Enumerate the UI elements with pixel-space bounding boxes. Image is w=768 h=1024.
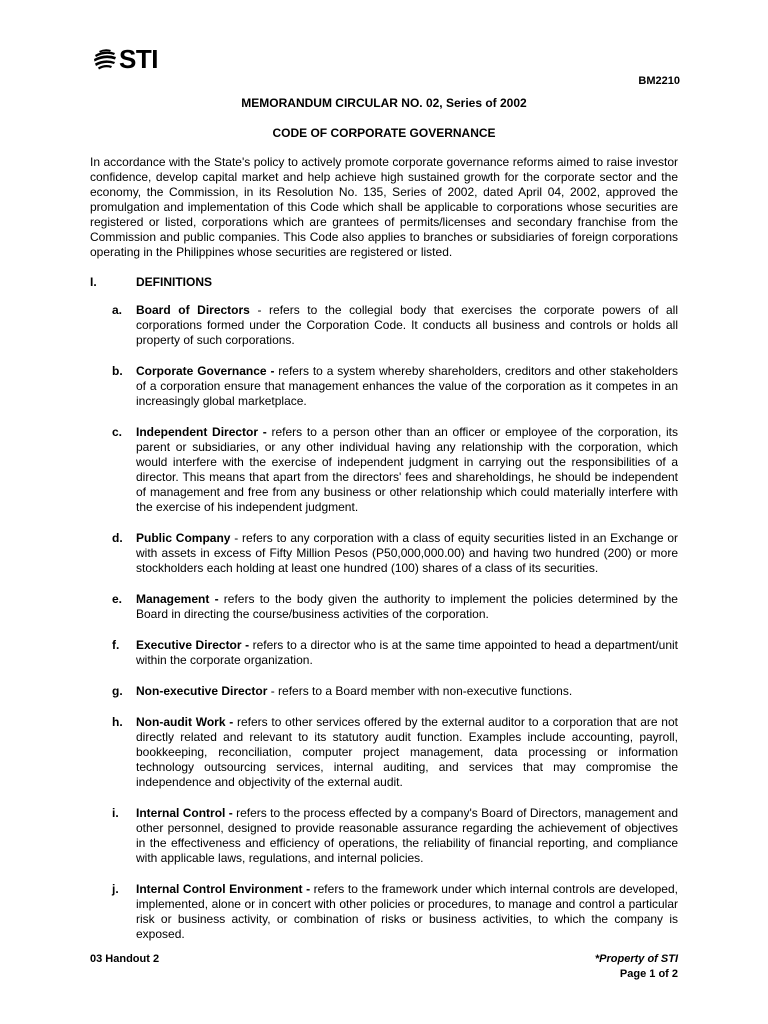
- definition-text: refers to the body given the authority to implement the policies determined by the Board in directing the course/business activities of the corporation.: [136, 592, 678, 621]
- definition-letter: i.: [112, 806, 119, 820]
- definition-item: [112, 531, 678, 576]
- section-title: DEFINITIONS: [136, 275, 213, 289]
- logo-text: STI: [119, 44, 158, 74]
- definition-term: Corporate Governance -: [136, 364, 275, 378]
- definition-item: [112, 638, 678, 668]
- intro-paragraph: In accordance with the State's policy to actively promote corporate governance reforms aimed to raise investor confidence, develop capital market and help achieve high sustained growth for the corporate sector and the economy, the Commission, in its Resolution No. 135, Series of 2002, dated April 04, 2002, approved the promulgation and implementation of this Code which shall be applicable to corporations whose securities are registered or listed, corporations which are grantees of permits/licenses and secondary franchise from the Commission and public companies. This Code also applies to branches or subsidiaries of foreign corporations operating in the Philippines whose securities are registered or listed.: [90, 155, 678, 259]
- definition-text: refers to a person other than an officer or employee of the corporation, its parent or subsidiaries, or any other individual having any relationship with the corporation, which would interfere with the exercise of independent judgment in carrying out the responsibilities of a director. This means that apart from the directors' fees and shareholdings, he should be independent of management and free from any business or other relationship which could materially interfere with the exercise of his independent judgment.: [136, 425, 678, 514]
- footer-property: *Property of STI: [594, 953, 678, 965]
- definition-term: Independent Director -: [136, 425, 267, 439]
- globe-icon: [92, 46, 118, 72]
- definition-letter: e.: [112, 592, 123, 606]
- definition-item: [112, 592, 678, 622]
- definition-term: Board of Directors: [136, 303, 250, 317]
- definition-letter: j.: [112, 882, 119, 896]
- definition-letter: c.: [112, 425, 123, 439]
- section-number: I.: [90, 275, 97, 289]
- footer-handout: 03 Handout 2: [90, 953, 160, 965]
- definitions-list: [112, 303, 678, 958]
- definition-term: Internal Control Environment -: [136, 882, 311, 896]
- definition-item: [112, 882, 678, 942]
- circular-title: MEMORANDUM CIRCULAR NO. 02, Series of 2002: [241, 96, 527, 110]
- definition-term: Non-audit Work -: [136, 715, 234, 729]
- definition-text: refers to a system whereby shareholders, creditors and other stakeholders of a corporation ensure that management enhances the value of the corporation as it competes in an increasingly global marketplace.: [136, 364, 678, 408]
- definition-text: - refers to any corporation with a class of equity securities listed in an Exchange or with assets in excess of Fifty Million Pesos (P50,000,000.00) and having two hundred (200) or more stockholders each holding at least one hundred (100) shares of a class of its securities.: [136, 531, 679, 575]
- definition-item: [112, 303, 678, 348]
- sti-logo: [92, 46, 158, 72]
- definition-text: - refers to the collegial body that exercises the corporate powers of all corporations formed under the Corporation Code. It conducts all business and controls or holds all property of such corporations.: [136, 303, 678, 347]
- definition-letter: h.: [112, 715, 123, 729]
- definition-term: Public Company: [136, 531, 231, 545]
- definition-term: Management -: [136, 592, 219, 606]
- definition-letter: a.: [112, 303, 123, 317]
- code-title: CODE OF CORPORATE GOVERNANCE: [272, 126, 496, 140]
- definition-item: [112, 425, 678, 515]
- definition-item: [112, 684, 678, 699]
- definition-item: [112, 364, 678, 409]
- definition-text: - refers to a Board member with non-executive functions.: [267, 684, 573, 698]
- definition-letter: b.: [112, 364, 123, 378]
- definition-text: refers to a director who is at the same time appointed to head a department/unit within the corporate organization.: [136, 638, 678, 667]
- definition-item: [112, 806, 678, 866]
- definition-term: Non-executive Director: [136, 684, 268, 698]
- definition-text: refers to other services offered by the external auditor to a corporation that are not directly related and relevant to its statutory audit function. Examples include accounting, payroll, bookkeeping, reconciliation, computer project management, data processing or information technology outsourcing services, internal auditing, and services that may compromise the independence and objectivity of the external audit.: [136, 715, 678, 789]
- definition-term: Executive Director -: [136, 638, 250, 652]
- definition-letter: g.: [112, 684, 123, 698]
- definition-letter: f.: [112, 638, 120, 652]
- definition-letter: d.: [112, 531, 123, 545]
- document-code: BM2210: [638, 75, 680, 87]
- definition-text: refers to the process effected by a company's Board of Directors, management and other personnel, designed to provide reasonable assurance regarding the achievement of objectives in the effectiveness and efficiency of operations, the reliability of financial reporting, and compliance with applicable laws, regulations, and internal policies.: [136, 806, 678, 865]
- footer-page-number: Page 1 of 2: [619, 968, 678, 980]
- definition-text: refers to the framework under which internal controls are developed, implemented, alone or in concert with other policies or procedures, to manage and control a particular risk or business activity, or combination of risks or business activities, to which the company is exposed.: [136, 882, 678, 941]
- definition-term: Internal Control -: [136, 806, 233, 820]
- definition-item: [112, 715, 678, 790]
